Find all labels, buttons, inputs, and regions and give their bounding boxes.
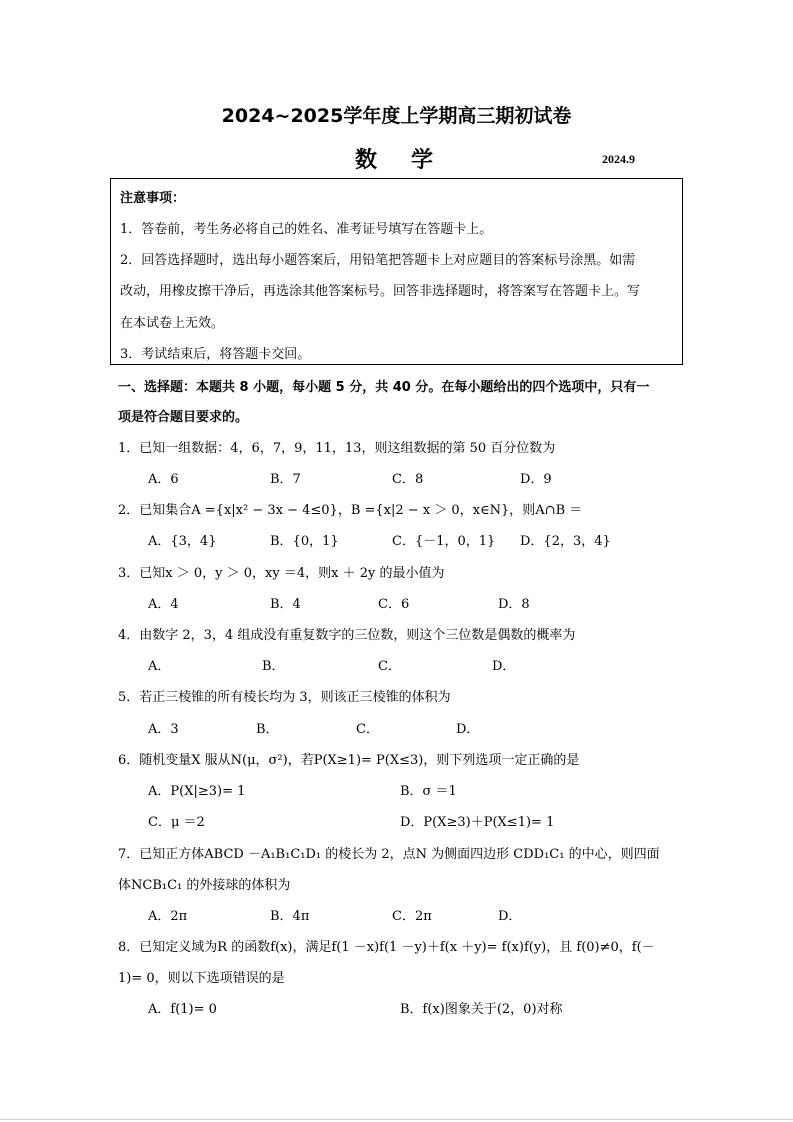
notice-line: 1．答卷前，考生务必将自己的姓名、准考证号填写在答题卡上。 bbox=[120, 222, 493, 237]
question-3-option-d: D．8 bbox=[498, 597, 530, 612]
notice-line: 2．回答选择题时，选出每小题答案后，用铅笔把答题卡上对应题目的答案标号涂黑。如需 bbox=[120, 253, 636, 268]
section-heading-cont: 项是符合题目要求的。 bbox=[118, 410, 249, 425]
question-2-stem: 2．已知集合A ={x|x² − 3x − 4≤0}，B ={x|2 − x ＞ 0，x∈N}，则A∩B ＝ bbox=[118, 503, 583, 518]
question-8-option-a: A．f(1)= 0 bbox=[148, 1002, 217, 1017]
question-7-option-d: D． bbox=[498, 909, 522, 924]
notice-line: 改动，用橡皮擦干净后，再选涂其他答案标号。回答非选择题时，将答案写在答题卡上。写 bbox=[120, 284, 641, 299]
question-6-option-d: D．P(X≥3)＋P(X≤1)= 1 bbox=[400, 815, 555, 830]
question-3-option-b: B．4 bbox=[270, 597, 301, 612]
question-6-option-a: A．P(X|≥3)= 1 bbox=[148, 784, 246, 799]
question-4-option-c: C． bbox=[378, 659, 401, 674]
page-title: 2024~2025学年度上学期高三期初试卷 bbox=[221, 105, 572, 127]
page-edge-divider bbox=[0, 1119, 793, 1120]
question-5-stem: 5．若正三棱锥的所有棱长均为 3，则该正三棱锥的体积为 bbox=[118, 690, 451, 705]
question-2-option-c: C．{－1，0，1} bbox=[392, 534, 496, 549]
question-6-stem: 6．随机变量X 服从N(μ，σ²)，若P(X≥1)= P(X≤3)，则下列选项一定正确的是 bbox=[118, 753, 580, 768]
question-7-option-b: B．4π bbox=[270, 909, 310, 924]
question-6-option-c: C．μ ＝2 bbox=[148, 815, 205, 830]
question-4-option-d: D． bbox=[492, 659, 516, 674]
subject-title: 数学 bbox=[355, 148, 468, 173]
question-1-option-d: D．9 bbox=[520, 472, 552, 487]
notice-line: 3．考试结束后，将答题卡交回。 bbox=[120, 347, 311, 362]
question-5-option-b: B． bbox=[256, 722, 279, 737]
notice-line: 在本试卷上无效。 bbox=[120, 316, 225, 331]
question-7-option-a: A．2π bbox=[148, 909, 188, 924]
question-1-option-a: A．6 bbox=[148, 472, 179, 487]
question-8-stem-cont: 1)= 0，则以下选项错误的是 bbox=[118, 971, 285, 986]
question-7-stem: 7．已知正方体ABCD －A₁B₁C₁D₁ 的棱长为 2，点N 为侧面四边形 CDD₁C₁ 的中心，则四面 bbox=[118, 847, 660, 862]
question-3-option-a: A．4 bbox=[148, 597, 179, 612]
question-4-option-a: A． bbox=[148, 659, 171, 674]
question-5-option-c: C． bbox=[356, 722, 379, 737]
notice-box bbox=[110, 178, 683, 365]
question-7-option-c: C．2π bbox=[392, 909, 432, 924]
question-4-stem: 4．由数字 2，3，4 组成没有重复数字的三位数，则这个三位数是偶数的概率为 bbox=[118, 628, 576, 643]
question-3-stem: 3．已知x ＞ 0，y ＞ 0，xy ＝4，则x ＋ 2y 的最小值为 bbox=[118, 566, 445, 581]
notice-heading: 注意事项： bbox=[120, 191, 186, 206]
question-2-option-d: D．{2，3，4} bbox=[520, 534, 611, 549]
question-5-option-d: D． bbox=[456, 722, 480, 737]
exam-date: 2024.9 bbox=[602, 152, 635, 166]
question-1-option-b: B．7 bbox=[270, 472, 301, 487]
question-2-option-b: B．{0，1} bbox=[270, 534, 339, 549]
question-3-option-c: C．6 bbox=[378, 597, 410, 612]
question-7-stem-cont: 体NCB₁C₁ 的外接球的体积为 bbox=[118, 878, 291, 893]
question-6-option-b: B．σ ＝1 bbox=[400, 784, 457, 799]
question-8-option-b: B．f(x)图象关于(2，0)对称 bbox=[400, 1002, 563, 1017]
question-1-option-c: C．8 bbox=[392, 472, 424, 487]
section-heading: 一、选择题：本题共 8 小题，每小题 5 分，共 40 分。在每小题给出的四个选项中，只有一 bbox=[118, 380, 650, 395]
question-8-stem: 8．已知定义域为R 的函数f(x)，满足f(1 －x)f(1 －y)＋f(x ＋y)= f(x)f(y)，且 f(0)≠0，f(－ bbox=[118, 940, 655, 955]
question-1-stem: 1．已知一组数据：4，6，7，9，11，13，则这组数据的第 50 百分位数为 bbox=[118, 441, 556, 456]
question-4-option-b: B． bbox=[262, 659, 285, 674]
question-2-option-a: A．{3，4} bbox=[148, 534, 217, 549]
question-5-option-a: A．3 bbox=[148, 722, 179, 737]
